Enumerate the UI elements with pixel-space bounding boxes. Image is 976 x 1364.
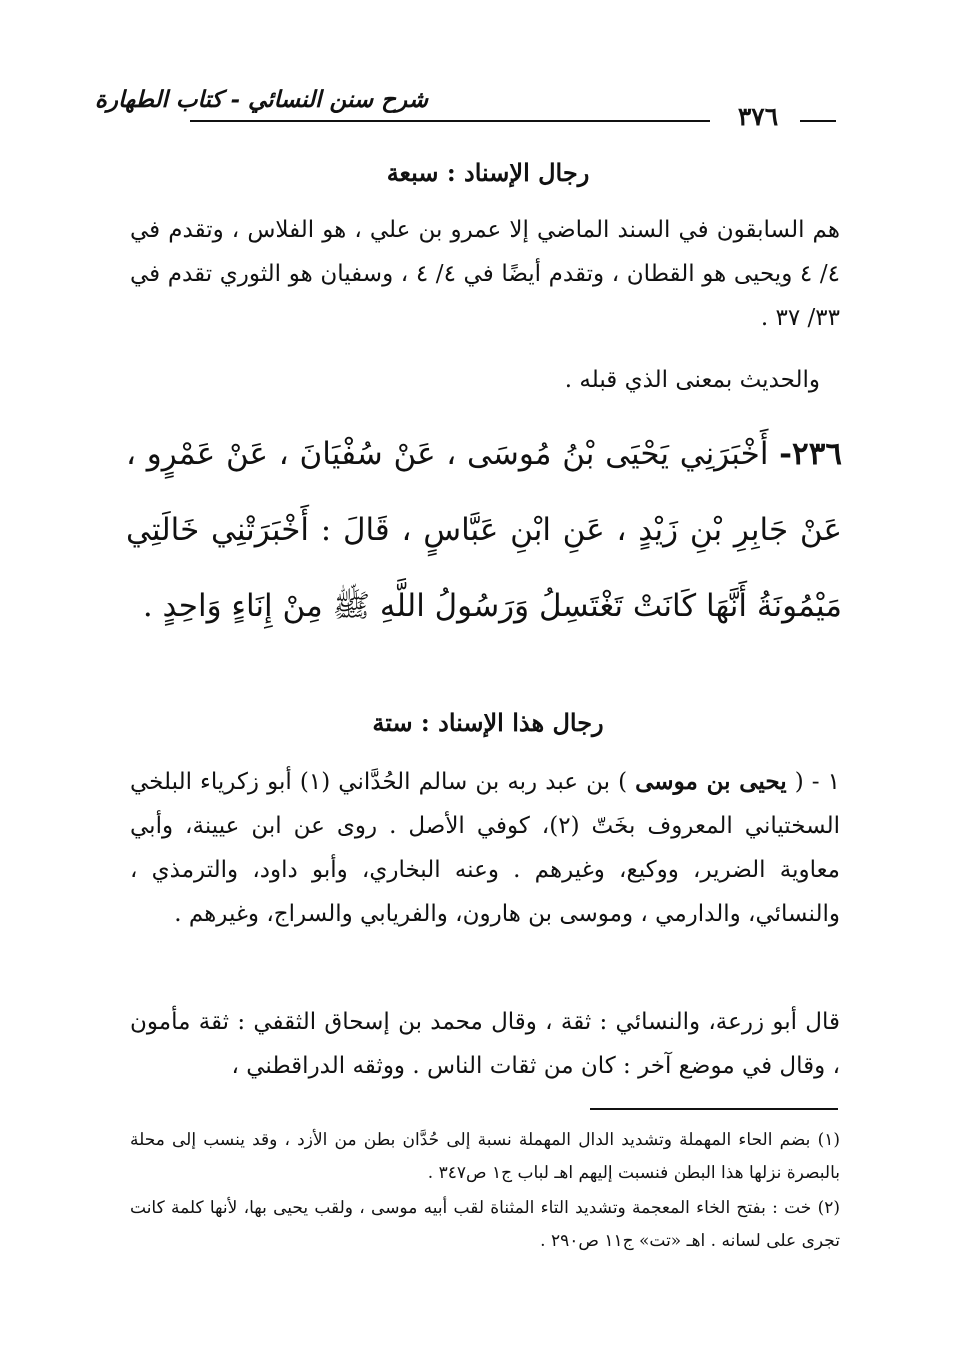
paragraph-previous-chain: هم السابقون في السند الماضي إلا عمرو بن علي ، هو الفلاس ، وتقدم في ٤/ ٤ ويحيى هو القطان ، وتقدم أيضًا في ٤/ ٤ ، وسفيان هو الثوري تقدم في ٣٣/ ٣٧ .: [130, 217, 841, 331]
biography-name: يحيى بن موسى: [635, 768, 787, 795]
section-heading-narrators-six: رجال هذا الإسناد : ستة: [372, 708, 604, 737]
footnote-1: (١) بضم الحاء المهملة وتشديد الدال المهملة نسبة إلى حُدَّان بطن من الأزد ، وقد ينسب إلى محلة بالبصرة نزلها هذا البطن فنسبت إليهم اهـ لباب ج١ ص٣٤٧ .: [130, 1130, 840, 1183]
biography-prefix: ١ - (: [794, 769, 840, 795]
header-rule-short: [800, 120, 836, 122]
hadith-text: أَخْبَرَنِي يَحْيَى بْنُ مُوسَى ، عَنْ سُفْيَانَ ، عَنْ عَمْرٍو ، عَنْ جَابِرِ بْنِ زَيْدٍ ، عَنِ ابْنِ عَبَّاسٍ ، قَالَ : أَخْبَرَتْنِي خَالَتِي مَيْمُونَةُ أَنَّهَا كَانَتْ تَغْتَسِلُ وَرَسُولُ اللَّهِ ﷺ مِنْ إِنَاءٍ وَاحِدٍ .: [126, 436, 842, 624]
paragraph-hadith-meaning: والحديث بمعنى الذي قبله .: [564, 367, 820, 393]
hadith-number: ٢٣٦-: [779, 436, 842, 472]
biography-yahya-bin-musa: [130, 760, 840, 936]
page-number: ٣٧٦: [737, 102, 779, 131]
paragraph-gradings: قال أبو زرعة، والنسائي : ثقة ، وقال محمد بن إسحاق الثقفي : ثقة مأمون ، وقال في موضع آخر : كان من ثقات الناس . ووثقه الدراقطني ،: [130, 1009, 840, 1079]
running-header-title: شرح سنن النسائي - كتاب الطهارة: [94, 86, 428, 113]
hadith-236: [126, 416, 842, 644]
footnote-rule: [590, 1108, 838, 1110]
biography-text: ) بن عبد ربه بن سالم الحُدَّاني (١) أبو زكرياء البلخي السختياني المعروف بخَتّ (٢)، كوفي الأصل . روى عن ابن عيينة، وأبي معاوية الضرير، ووكيع، وغيرهم . وعنه البخاري، وأبو داود، والترمذي ، والنسائي، والدارمي ، وموسى بن هارون، والفريابي والسراج، وغيرهم .: [130, 769, 840, 927]
section-heading-narrators-seven: رجال الإسناد : سبعة: [386, 158, 590, 187]
footnote-2: (٢) خت : بفتح الخاء المعجمة وتشديد التاء المثناة لقب أبيه موسى ، ولقب يحيى بها، لأنها كلمة كانت تجرى على لسانه . اهـ «تت» ج١١ ص٢٩٠ .: [130, 1198, 840, 1251]
header-rule: [190, 120, 710, 122]
